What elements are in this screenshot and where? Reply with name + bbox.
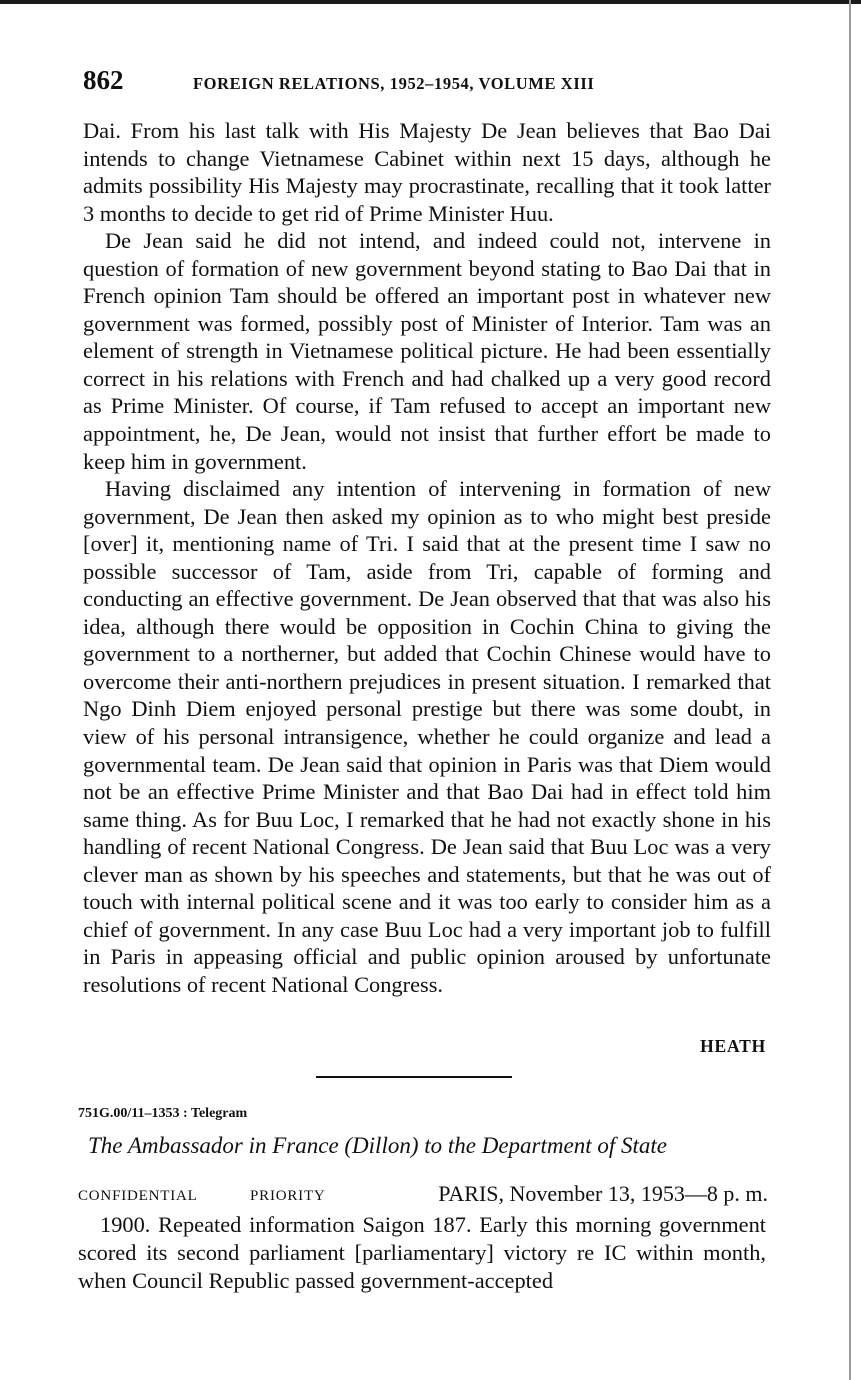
- file-reference: 751G.00/11–1353 : Telegram: [78, 1106, 248, 1121]
- telegram-body: 1900. Repeated information Saigon 187. Early this morning government scored its second parliament [parliamentary] victory re IC within month, when Council Republic passed government-accepted: [78, 1212, 766, 1293]
- running-head: [83, 64, 783, 104]
- priority-label: PRIORITY: [250, 1188, 326, 1204]
- page-number: 862: [83, 65, 124, 95]
- right-border: [849, 0, 851, 1380]
- paragraph-de-jean-tam: De Jean said he did not intend, and indeed could not, intervene in question of formation of new government beyond stating to Bao Dai that in French opinion Tam should be offered an important post in whatever new government was formed, possibly post of Minister of Interior. Tam was an element of strength in Vietnamese political picture. He had been essentially correct in his relations with French and had chalked up a very good record as Prime Minister. Of course, if Tam refused to accept an important new appointment, he, De Jean, would not insist that further effort be made to keep him in government.: [83, 228, 771, 474]
- signature: HEATH: [700, 1036, 766, 1056]
- top-border: [0, 0, 861, 4]
- section-divider: [316, 1076, 512, 1078]
- paragraph-successor-discussion: Having disclaimed any intention of intervening in formation of new government, De Jean then asked my opinion as to who might best preside [over] it, mentioning name of Tri. I said that at the present time I saw no possible successor of Tam, aside from Tri, capable of forming and conducting an effective government. De Jean observed that that was also his idea, although there would be opposition in Cochin China to giving the government to a northerner, but added that Cochin Chinese would have to overcome their anti-northern prejudices in present situation. I remarked that Ngo Dinh Diem enjoyed personal prestige but there was some doubt, in view of his personal intransigence, whether he could organize and lead a governmental team. De Jean said that opinion in Paris was that Diem would not be an effective Prime Minister and that Bao Dai had in effect told him same thing. As for Buu Loc, I remarked that he had not exactly shone in his handling of recent National Congress. De Jean said that Buu Loc was a very clever man as shown by his speeches and statements, but that he was out of touch with internal political scene and it was too early to consider him as a chief of government. In any case Buu Loc had a very important job to fulfill in Paris in appeasing official and public opinion aroused by unfortunate resolutions of recent National Congress.: [83, 476, 771, 997]
- telegram-title: The Ambassador in France (Dillon) to the Department of State: [88, 1133, 667, 1158]
- running-title: FOREIGN RELATIONS, 1952–1954, VOLUME XIII: [193, 74, 595, 93]
- document-body: [83, 117, 771, 999]
- telegram-dateline: PARIS, November 13, 1953—8 p. m.: [438, 1181, 768, 1206]
- classification-label: CONFIDENTIAL: [78, 1188, 198, 1204]
- paragraph-continuation: Dai. From his last talk with His Majesty De Jean believes that Bao Dai intends to change Vietnamese Cabinet within next 15 days, although he admits possibility His Majesty may procrastinate, recalling that it took latter 3 months to decide to get rid of Prime Minister Huu.: [83, 118, 771, 226]
